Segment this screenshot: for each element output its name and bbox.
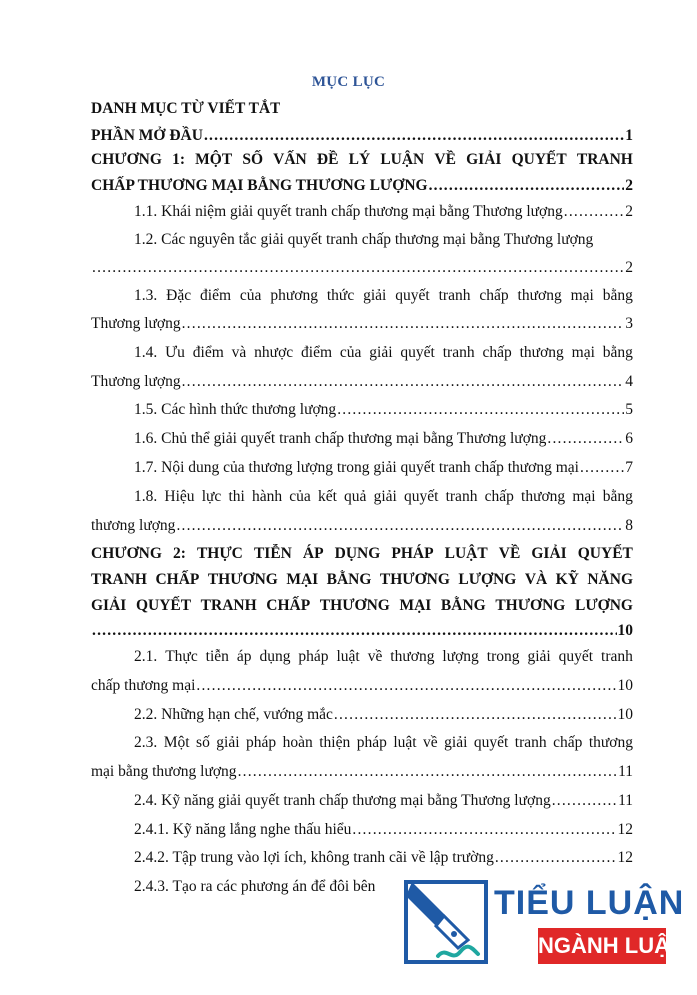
toc-ch2-line3[interactable] [91, 596, 633, 616]
toc-page-number: 5 [625, 401, 633, 418]
toc-word: giải [373, 488, 397, 505]
toc-word: PHÁP [391, 545, 434, 562]
toc-word: CHẤP [266, 597, 311, 614]
toc-word: VỀ [498, 545, 521, 562]
toc-word: QUYẾT [577, 545, 633, 562]
toc-page-number: 11 [618, 792, 633, 809]
toc-s1-8-line2[interactable] [91, 516, 633, 536]
toc-word: giải [363, 287, 387, 304]
toc-entry-text: 2.4.1. Kỹ năng lắng nghe thấu hiểu [134, 821, 352, 838]
toc-page-number: 2 [625, 177, 633, 194]
toc-word: mại [570, 287, 594, 304]
toc-word: Thực [165, 648, 198, 665]
toc-word: và [231, 344, 247, 361]
toc-s2-3-line2[interactable] [91, 762, 633, 782]
toc-page-number: 7 [625, 459, 633, 476]
toc-word: pháp [298, 648, 329, 665]
toc-word: của [289, 488, 311, 505]
toc-word: ÁP [302, 545, 324, 562]
toc-word: VỀ [434, 151, 456, 168]
toc-word: DỤNG [334, 545, 381, 562]
toc-s1-7[interactable] [134, 458, 633, 478]
toc-s1-8-line1[interactable] [134, 487, 633, 507]
dot-leader [352, 820, 616, 840]
toc-word: LƯỢNG [458, 571, 517, 588]
toc-word: về [423, 734, 438, 751]
toc-word: THƯƠNG [319, 597, 390, 614]
toc-s2-4[interactable] [134, 791, 633, 811]
toc-word: CHƯƠNG [91, 545, 162, 562]
toc-ch2-line1[interactable] [91, 544, 633, 564]
toc-entry-text: 1.6. Chủ thể giải quyết tranh chấp thương mại bằng Thương lượng [134, 430, 547, 447]
toc-page-number: 4 [625, 373, 633, 390]
toc-word: MẠI [286, 571, 319, 588]
toc-word: TRANH [91, 571, 147, 588]
dot-leader [429, 176, 625, 196]
toc-s2-3-line1[interactable] [134, 733, 633, 753]
toc-s2-2[interactable] [134, 705, 633, 725]
dot-leader [196, 676, 616, 696]
toc-word: QUYẾT [511, 151, 567, 168]
toc-page-number: 1 [625, 127, 633, 144]
toc-word: 1.4. [134, 344, 158, 361]
toc-word: mại [571, 344, 595, 361]
toc-word: QUYẾT [135, 597, 192, 614]
toc-page-number: 2 [625, 259, 633, 276]
toc-word: GIẢI [531, 545, 567, 562]
toc-word: THỰC [196, 545, 243, 562]
toc-word: bằng [602, 344, 633, 361]
toc-word: lực [201, 488, 222, 505]
toc-word: TRANH [576, 151, 633, 168]
toc-word: bằng [602, 488, 633, 505]
toc-entry-text: Thương lượng [91, 373, 181, 390]
toc-word: giải [444, 734, 468, 751]
toc-s2-1-line2[interactable] [91, 676, 633, 696]
toc-word: LUẬN [380, 151, 425, 168]
toc-word: NĂNG [587, 571, 633, 588]
toc-word: tiễn [205, 648, 229, 665]
toc-word: thiện [319, 734, 351, 751]
toc-word: 1.8. [134, 488, 158, 505]
toc-word: Ưu [165, 344, 185, 361]
dot-leader [564, 202, 625, 222]
toc-word: thi [228, 488, 245, 505]
dot-leader [182, 314, 625, 334]
toc-s1-3-line1[interactable] [134, 286, 633, 306]
toc-word: LÝ [348, 151, 371, 168]
toc-page-number: 8 [625, 517, 633, 534]
toc-s1-6[interactable] [134, 429, 633, 449]
toc-word: TIỄN [253, 545, 292, 562]
toc-word: bằng [602, 287, 633, 304]
toc-word: kết [317, 488, 337, 505]
toc-page-number: 12 [617, 849, 633, 866]
dot-leader [92, 258, 624, 278]
toc-word: GIẢI [466, 151, 502, 168]
toc-word: ĐỀ [316, 151, 339, 168]
toc-word: luật [336, 648, 360, 665]
toc-word: luật [393, 734, 417, 751]
toc-entry-text: 2.4. Kỹ năng giải quyết tranh chấp thương mại bằng Thương lượng [134, 792, 551, 809]
toc-s1-4-line2[interactable] [91, 372, 633, 392]
toc-word: chấp [553, 734, 583, 751]
toc-word: LUẬT [444, 545, 488, 562]
toc-entry-text: Thương lượng [91, 315, 181, 332]
toc-word: MỘT [195, 151, 233, 168]
toc-word: tranh [445, 488, 478, 505]
toc-word: giải [527, 648, 551, 665]
toc-word: GIẢI [91, 597, 127, 614]
toc-page-number: 6 [625, 430, 633, 447]
dot-leader [552, 791, 617, 811]
toc-word: hoàn [282, 734, 313, 751]
toc-word: THƯƠNG [495, 597, 566, 614]
toc-word: giải [369, 344, 393, 361]
dot-leader [238, 762, 618, 782]
toc-word: giải [216, 734, 240, 751]
toc-word: Đặc [166, 287, 192, 304]
toc-word: quả [344, 488, 367, 505]
toc-s1-1[interactable] [134, 202, 633, 222]
pen-nib-icon [402, 876, 492, 968]
toc-word: 2.3. [134, 734, 158, 751]
toc-intro[interactable] [91, 126, 633, 146]
toc-title: MỤC LỤC [311, 74, 386, 90]
toc-word: chấp [484, 488, 514, 505]
toc-page-number: 3 [625, 315, 633, 332]
toc-word: của [239, 287, 262, 304]
toc-word: VÀ [524, 571, 548, 588]
toc-word: 2.1. [134, 648, 158, 665]
toc-word: thương [519, 344, 564, 361]
toc-word: về [367, 648, 383, 665]
toc-word: lượng [442, 648, 479, 665]
toc-word: pháp [246, 734, 277, 751]
toc-word: Một [163, 734, 190, 751]
toc-word: quyết [473, 734, 509, 751]
toc-s2-4-2[interactable] [134, 848, 633, 868]
toc-word: thương [521, 488, 566, 505]
toc-word: điểm [301, 344, 333, 361]
toc-word: thương [390, 648, 435, 665]
dot-leader [580, 458, 624, 478]
toc-word: phương [270, 287, 318, 304]
toc-page-number: 10 [617, 677, 633, 694]
toc-s1-2-line2[interactable] [91, 258, 633, 278]
toc-word: tranh [601, 648, 633, 665]
toc-word: tranh [514, 734, 547, 751]
toc-word: MẠI [399, 597, 432, 614]
dot-leader [176, 516, 624, 536]
toc-word: tranh [442, 344, 475, 361]
toc-word: quyết [558, 648, 594, 665]
toc-word: 1.3. [134, 287, 158, 304]
toc-word: chấp [479, 287, 509, 304]
toc-entry-text: 1.7. Nội dung của thương lượng trong giải quyết tranh chấp thương mại [134, 459, 579, 476]
toc-word: LƯỢNG [574, 597, 633, 614]
toc-s2-4-3[interactable]: 2.4.3. Tạo ra các phương án để đôi bên [134, 878, 376, 895]
dot-leader [334, 705, 617, 725]
toc-page-number: 2 [625, 203, 633, 220]
toc-ch2-line4[interactable] [91, 621, 633, 641]
toc-ch2-line2[interactable] [91, 570, 633, 590]
dot-leader [547, 429, 624, 449]
toc-word: TRANH [200, 597, 257, 614]
toc-word: quyết [404, 488, 439, 505]
toc-s2-1-line1[interactable] [134, 647, 633, 667]
toc-entry-text: 2.4.2. Tập trung vào lợi ích, không tranh cãi về lập trường [134, 849, 494, 866]
toc-word: SỐ [242, 151, 264, 168]
toc-entry-text: 1.1. Khái niệm giải quyết tranh chấp thương mại bằng Thương lượng [134, 203, 563, 220]
toc-word: VẤN [273, 151, 307, 168]
toc-word: 1: [172, 151, 185, 168]
toc-ch1-line2[interactable] [91, 176, 633, 196]
dot-leader [337, 400, 624, 420]
toc-entry-text: mại bằng thương lượng [91, 763, 237, 780]
toc-word: BẰNG [440, 597, 486, 614]
toc-word: CHƯƠNG [91, 151, 162, 168]
toc-abbr: DANH MỤC TỪ VIẾT TẮT [91, 100, 281, 117]
toc-word: CHẤP [155, 571, 200, 588]
toc-page-number: 12 [617, 821, 633, 838]
toc-s1-3-line2[interactable] [91, 314, 633, 334]
toc-word: áp [236, 648, 252, 665]
logo-subtitle: NGÀNH LUẬT [538, 928, 666, 964]
tieu-luan-logo [402, 876, 685, 968]
toc-word: quyết [400, 344, 435, 361]
toc-s1-5[interactable] [134, 400, 633, 420]
toc-word: dụng [259, 648, 291, 665]
logo-title: TIỂU LUẬN [494, 884, 685, 922]
dot-leader [495, 848, 617, 868]
toc-word: Hiệu [164, 488, 195, 505]
toc-word: nhược [254, 344, 294, 361]
toc-word: tranh [438, 287, 471, 304]
toc-word: trong [486, 648, 520, 665]
toc-word: thương [517, 287, 562, 304]
toc-page-number: 11 [618, 763, 633, 780]
toc-word: điểm [192, 344, 224, 361]
toc-word: mại [572, 488, 596, 505]
toc-word: 2: [172, 545, 186, 562]
toc-s1-4-line1[interactable] [134, 343, 633, 363]
toc-word: quyết [395, 287, 430, 304]
toc-word: thức [326, 287, 355, 304]
toc-ch1-line1[interactable] [91, 150, 633, 170]
toc-entry-text: chấp thương mại [91, 677, 196, 694]
toc-entry-text: CHẤP THƯƠNG MẠI BẰNG THƯƠNG LƯỢNG [91, 177, 428, 194]
toc-page-number: 10 [617, 622, 633, 639]
toc-page-number: 10 [617, 706, 633, 723]
toc-s2-4-1[interactable] [134, 820, 633, 840]
toc-word: BẰNG [326, 571, 372, 588]
toc-entry-text: 2.2. Những hạn chế, vướng mắc [134, 706, 333, 723]
toc-word: hành [251, 488, 283, 505]
toc-word: của [339, 344, 362, 361]
toc-word: chấp [482, 344, 512, 361]
dot-leader [204, 126, 624, 146]
dot-leader [92, 621, 617, 641]
toc-entry-text: thương lượng [91, 517, 176, 534]
toc-word: THƯƠNG [379, 571, 450, 588]
toc-word: KỸ [555, 571, 579, 588]
toc-word: thương [588, 734, 633, 751]
toc-word: pháp [356, 734, 387, 751]
toc-entry-text: PHẦN MỞ ĐẦU [91, 127, 203, 144]
toc-entry-text: 1.5. Các hình thức thương lượng [134, 401, 337, 418]
toc-word: điểm [200, 287, 232, 304]
toc-word: số [196, 734, 210, 751]
dot-leader [182, 372, 625, 392]
toc-s1-2-line1[interactable]: 1.2. Các nguyên tắc giải quyết tranh chấp thương mại bằng Thương lượng [134, 231, 594, 248]
toc-word: THƯƠNG [207, 571, 278, 588]
